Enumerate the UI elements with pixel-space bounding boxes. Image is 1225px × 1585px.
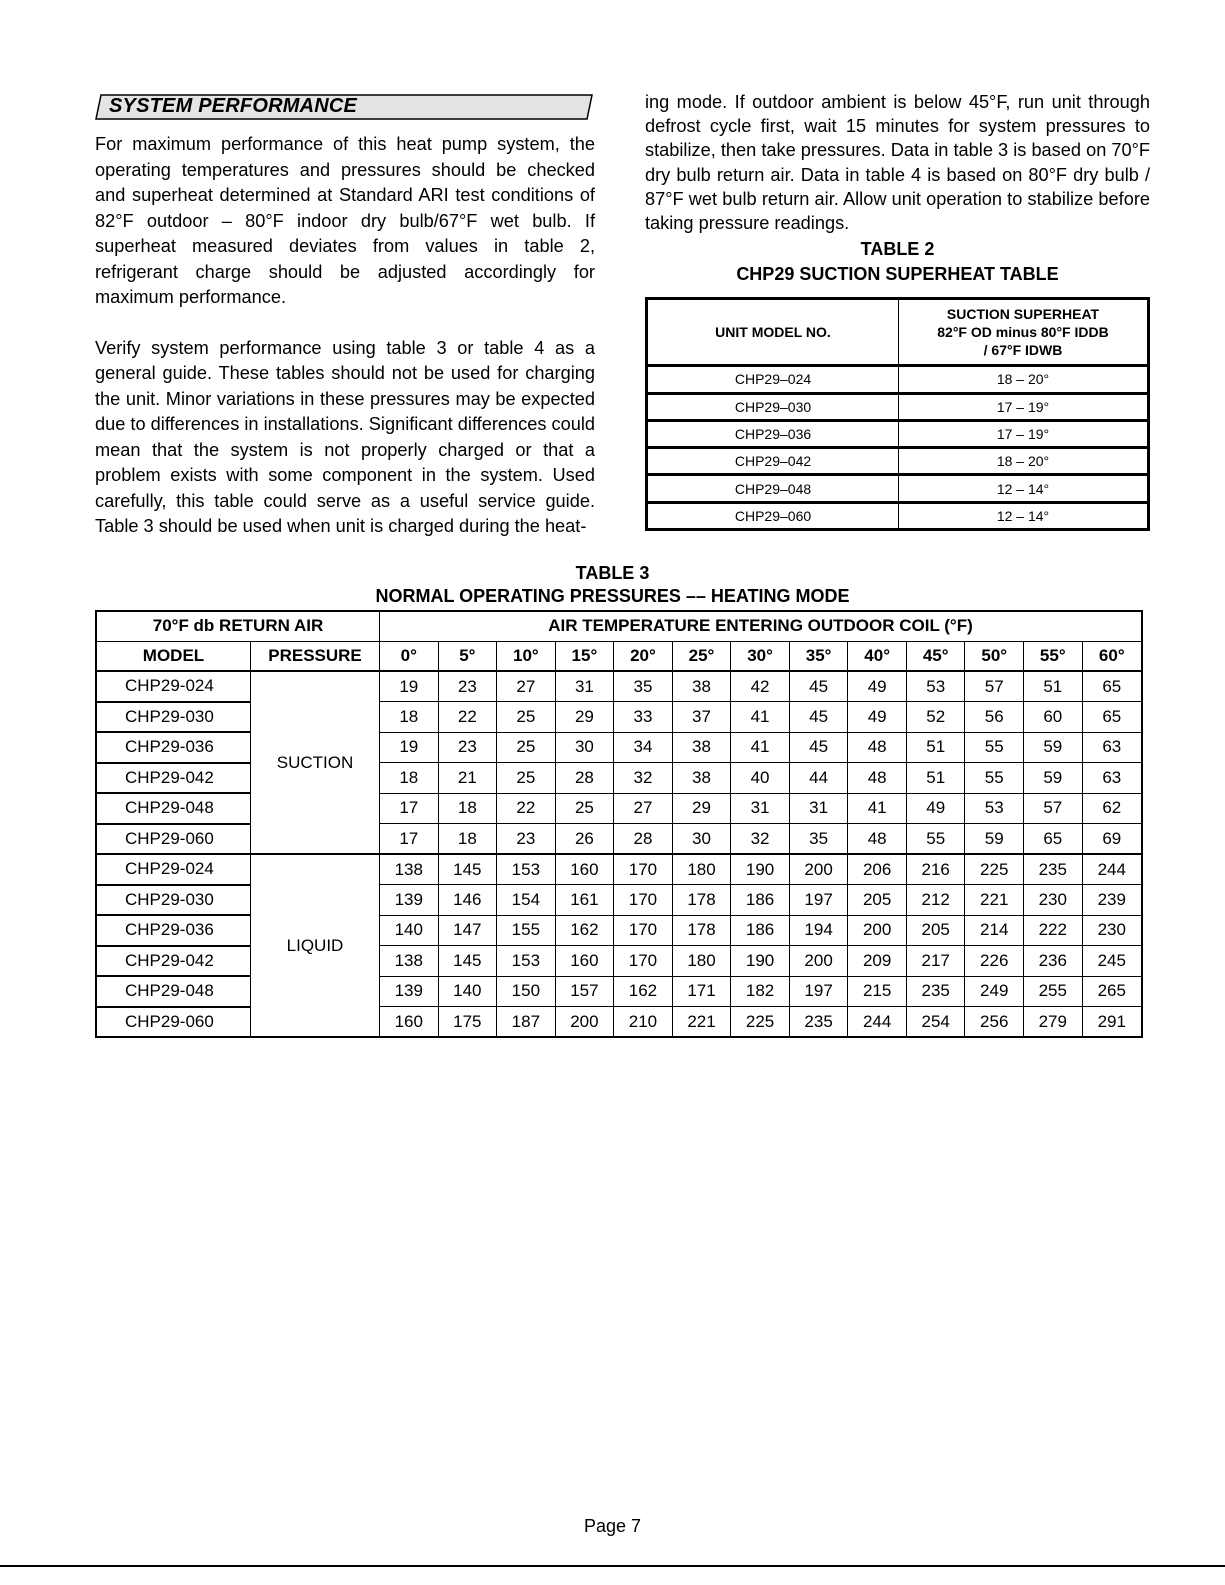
pressure-value-cell: 209 <box>848 946 907 977</box>
table2-title-line1: TABLE 2 <box>860 239 935 260</box>
pressure-value-cell: 57 <box>1024 793 1083 824</box>
pressure-value-cell: 180 <box>672 946 731 977</box>
pressure-value-cell: 217 <box>906 946 965 977</box>
pressure-value-cell: 23 <box>497 824 556 855</box>
pressure-value-cell: 206 <box>848 854 907 885</box>
model-cell: CHP29–036 <box>647 420 899 447</box>
pressure-value-cell: 160 <box>555 946 614 977</box>
pressure-value-cell: 49 <box>848 671 907 702</box>
table3-title-line2: NORMAL OPERATING PRESSURES –– HEATING MODE <box>375 586 850 606</box>
pressure-value-cell: 171 <box>672 976 731 1007</box>
table2-header-model: UNIT MODEL NO. <box>647 299 899 366</box>
temp-header: 20° <box>614 641 673 671</box>
paragraph-2: Verify system performance using table 3 or table 4 as a general guide. These tables should not be used for charging the unit. Minor variations in these pressures may be expected due to differences in installations. Significant differences could mean that the system is not properly charged or that a problem exists with some component in the system. Used carefully, this table could serve as a useful service guide. Table 3 should be used when unit is charged during the heat- <box>95 337 595 536</box>
pressure-value-cell: 186 <box>731 915 790 946</box>
pressure-value-cell: 41 <box>848 793 907 824</box>
table2-header-superheat-3: / 67°F IDWB <box>983 342 1063 359</box>
table-row <box>647 420 1149 447</box>
pressure-value-cell: 26 <box>555 824 614 855</box>
pressure-value-cell: 216 <box>906 854 965 885</box>
pressure-value-cell: 18 <box>380 702 439 733</box>
pressure-value-cell: 291 <box>1082 1007 1142 1038</box>
pressure-value-cell: 255 <box>1024 976 1083 1007</box>
superheat-cell: 17 – 19° <box>899 420 1149 447</box>
air-temp-header: AIR TEMPERATURE ENTERING OUTDOOR COIL (°F) <box>380 611 1143 641</box>
table-row <box>647 475 1149 502</box>
pressure-value-cell: 25 <box>555 793 614 824</box>
superheat-cell: 12 – 14° <box>899 475 1149 502</box>
pressure-value-cell: 63 <box>1082 732 1142 763</box>
pressure-value-cell: 225 <box>731 1007 790 1038</box>
pressure-value-cell: 55 <box>965 732 1024 763</box>
pressure-value-cell: 154 <box>497 885 556 916</box>
section-heading <box>95 94 595 120</box>
table3-title <box>0 562 1225 608</box>
pressure-value-cell: 230 <box>1082 915 1142 946</box>
pressure-value-cell: 23 <box>438 732 497 763</box>
pressure-value-cell: 153 <box>497 946 556 977</box>
pressure-value-cell: 31 <box>731 793 790 824</box>
pressure-value-cell: 145 <box>438 854 497 885</box>
pressure-value-cell: 17 <box>380 793 439 824</box>
pressure-value-cell: 239 <box>1082 885 1142 916</box>
table-row <box>647 366 1149 393</box>
table-row <box>647 502 1149 529</box>
pressure-value-cell: 244 <box>848 1007 907 1038</box>
pressure-value-cell: 205 <box>906 915 965 946</box>
table-row <box>647 448 1149 475</box>
pressure-value-cell: 55 <box>965 763 1024 794</box>
pressure-value-cell: 45 <box>789 702 848 733</box>
pressure-column-header: PRESSURE <box>251 641 380 671</box>
pressure-value-cell: 200 <box>848 915 907 946</box>
pressure-value-cell: 225 <box>965 854 1024 885</box>
pressure-value-cell: 235 <box>1024 854 1083 885</box>
pressure-value-cell: 42 <box>731 671 790 702</box>
pressure-value-cell: 197 <box>789 885 848 916</box>
pressure-value-cell: 35 <box>614 671 673 702</box>
pressure-value-cell: 175 <box>438 1007 497 1038</box>
pressure-value-cell: 59 <box>965 824 1024 855</box>
model-cell: CHP29-036 <box>96 915 251 946</box>
pressure-value-cell: 25 <box>497 702 556 733</box>
pressure-value-cell: 60 <box>1024 702 1083 733</box>
pressure-value-cell: 245 <box>1082 946 1142 977</box>
pressure-value-cell: 51 <box>906 763 965 794</box>
model-cell: CHP29-024 <box>96 854 251 885</box>
table2-title <box>645 237 1150 287</box>
table2-body <box>647 366 1149 530</box>
pressure-value-cell: 256 <box>965 1007 1024 1038</box>
pressure-value-cell: 18 <box>438 824 497 855</box>
pressure-value-cell: 279 <box>1024 1007 1083 1038</box>
pressure-value-cell: 56 <box>965 702 1024 733</box>
pressure-value-cell: 55 <box>906 824 965 855</box>
model-cell: CHP29-048 <box>96 793 251 824</box>
temp-header: 5° <box>438 641 497 671</box>
pressure-value-cell: 48 <box>848 732 907 763</box>
table-row <box>96 671 1142 702</box>
pressure-value-cell: 212 <box>906 885 965 916</box>
pressure-value-cell: 19 <box>380 732 439 763</box>
table3-body <box>96 671 1142 1037</box>
superheat-cell: 12 – 14° <box>899 502 1149 529</box>
model-cell: CHP29-042 <box>96 946 251 977</box>
pressure-value-cell: 33 <box>614 702 673 733</box>
pressure-value-cell: 186 <box>731 885 790 916</box>
model-cell: CHP29-030 <box>96 885 251 916</box>
pressure-value-cell: 37 <box>672 702 731 733</box>
temp-header: 40° <box>848 641 907 671</box>
bottom-rule <box>0 1565 1225 1567</box>
pressure-value-cell: 147 <box>438 915 497 946</box>
pressure-value-cell: 53 <box>965 793 1024 824</box>
temp-header: 60° <box>1082 641 1142 671</box>
model-cell: CHP29–024 <box>647 366 899 393</box>
pressure-value-cell: 190 <box>731 854 790 885</box>
pressure-value-cell: 31 <box>555 671 614 702</box>
right-column <box>645 90 1150 531</box>
pressure-value-cell: 65 <box>1082 671 1142 702</box>
model-cell: CHP29-048 <box>96 976 251 1007</box>
pressure-value-cell: 48 <box>848 824 907 855</box>
model-cell: CHP29-030 <box>96 702 251 733</box>
pressure-value-cell: 170 <box>614 854 673 885</box>
pressure-value-cell: 35 <box>789 824 848 855</box>
paragraph-3: ing mode. If outdoor ambient is below 45°F, run unit through defrost cycle first, wait 15 minutes for system pressures to stabilize, then take pressures. Data in table 3 is based on 70°F dry bulb return air. Data in table 4 is based on 80°F dry bulb / 87°F wet bulb return air. Allow unit operation to stabilize before taking pressure readings. <box>645 92 1150 234</box>
pressure-value-cell: 139 <box>380 885 439 916</box>
pressure-value-cell: 200 <box>555 1007 614 1038</box>
pressure-value-cell: 51 <box>906 732 965 763</box>
pressure-value-cell: 18 <box>380 763 439 794</box>
pressure-value-cell: 221 <box>672 1007 731 1038</box>
pressure-value-cell: 230 <box>1024 885 1083 916</box>
pressure-value-cell: 30 <box>672 824 731 855</box>
pressure-value-cell: 139 <box>380 976 439 1007</box>
model-cell: CHP29-024 <box>96 671 251 702</box>
superheat-cell: 18 – 20° <box>899 366 1149 393</box>
pressure-value-cell: 25 <box>497 732 556 763</box>
pressure-value-cell: 28 <box>555 763 614 794</box>
pressure-value-cell: 22 <box>497 793 556 824</box>
pressure-value-cell: 214 <box>965 915 1024 946</box>
pressure-value-cell: 65 <box>1082 702 1142 733</box>
pressure-value-cell: 170 <box>614 915 673 946</box>
pressure-value-cell: 160 <box>555 854 614 885</box>
pressure-value-cell: 178 <box>672 915 731 946</box>
pressure-value-cell: 146 <box>438 885 497 916</box>
pressure-value-cell: 157 <box>555 976 614 1007</box>
pressure-value-cell: 222 <box>1024 915 1083 946</box>
pressure-value-cell: 23 <box>438 671 497 702</box>
pressure-value-cell: 150 <box>497 976 556 1007</box>
pressure-value-cell: 19 <box>380 671 439 702</box>
pressure-value-cell: 236 <box>1024 946 1083 977</box>
pressure-value-cell: 53 <box>906 671 965 702</box>
left-column <box>95 94 595 540</box>
model-cell: CHP29-042 <box>96 763 251 794</box>
pressure-value-cell: 41 <box>731 732 790 763</box>
pressure-value-cell: 22 <box>438 702 497 733</box>
pressure-value-cell: 160 <box>380 1007 439 1038</box>
pressure-value-cell: 197 <box>789 976 848 1007</box>
superheat-table <box>645 297 1150 531</box>
model-cell: CHP29-060 <box>96 824 251 855</box>
pressure-value-cell: 235 <box>906 976 965 1007</box>
pressure-value-cell: 153 <box>497 854 556 885</box>
pressure-value-cell: 235 <box>789 1007 848 1038</box>
pressure-value-cell: 140 <box>438 976 497 1007</box>
table-row <box>647 393 1149 420</box>
pressure-value-cell: 18 <box>438 793 497 824</box>
pressure-value-cell: 215 <box>848 976 907 1007</box>
pressure-value-cell: 45 <box>789 671 848 702</box>
pressure-value-cell: 155 <box>497 915 556 946</box>
pressure-value-cell: 65 <box>1024 824 1083 855</box>
pressure-value-cell: 48 <box>848 763 907 794</box>
pressure-value-cell: 190 <box>731 946 790 977</box>
temp-header: 0° <box>380 641 439 671</box>
pressure-value-cell: 32 <box>614 763 673 794</box>
pressure-value-cell: 145 <box>438 946 497 977</box>
temp-header: 10° <box>497 641 556 671</box>
pressure-value-cell: 161 <box>555 885 614 916</box>
pressure-value-cell: 170 <box>614 946 673 977</box>
return-air-header: 70°F db RETURN AIR <box>96 611 380 641</box>
pressure-value-cell: 30 <box>555 732 614 763</box>
pressure-value-cell: 40 <box>731 763 790 794</box>
model-cell: CHP29–060 <box>647 502 899 529</box>
pressure-value-cell: 138 <box>380 854 439 885</box>
page-number: Page 7 <box>583 1516 642 1536</box>
pressure-value-cell: 44 <box>789 763 848 794</box>
model-column-header: MODEL <box>96 641 251 671</box>
model-cell: CHP29–030 <box>647 393 899 420</box>
temp-header: 15° <box>555 641 614 671</box>
pressure-value-cell: 162 <box>555 915 614 946</box>
pressure-group-label: SUCTION <box>251 671 380 854</box>
pressure-value-cell: 244 <box>1082 854 1142 885</box>
pressure-value-cell: 62 <box>1082 793 1142 824</box>
temp-header: 30° <box>731 641 790 671</box>
pressure-value-cell: 200 <box>789 946 848 977</box>
pressure-value-cell: 200 <box>789 854 848 885</box>
temp-header: 35° <box>789 641 848 671</box>
pressure-value-cell: 51 <box>1024 671 1083 702</box>
model-cell: CHP29-060 <box>96 1007 251 1038</box>
pressure-value-cell: 17 <box>380 824 439 855</box>
pressure-value-cell: 38 <box>672 732 731 763</box>
pressure-value-cell: 140 <box>380 915 439 946</box>
pressure-value-cell: 38 <box>672 671 731 702</box>
pressure-value-cell: 63 <box>1082 763 1142 794</box>
pressure-value-cell: 49 <box>848 702 907 733</box>
pressure-value-cell: 28 <box>614 824 673 855</box>
pressure-value-cell: 38 <box>672 763 731 794</box>
model-cell: CHP29–042 <box>647 448 899 475</box>
temp-header: 55° <box>1024 641 1083 671</box>
pressure-value-cell: 34 <box>614 732 673 763</box>
pressure-value-cell: 31 <box>789 793 848 824</box>
table-row <box>96 854 1142 885</box>
model-cell: CHP29-036 <box>96 732 251 763</box>
pressure-value-cell: 194 <box>789 915 848 946</box>
pressure-value-cell: 57 <box>965 671 1024 702</box>
pressure-value-cell: 41 <box>731 702 790 733</box>
pressure-value-cell: 178 <box>672 885 731 916</box>
pressure-value-cell: 249 <box>965 976 1024 1007</box>
pressure-value-cell: 59 <box>1024 763 1083 794</box>
pressure-value-cell: 49 <box>906 793 965 824</box>
pressure-value-cell: 162 <box>614 976 673 1007</box>
section-title: SYSTEM PERFORMANCE <box>109 95 358 117</box>
pressure-value-cell: 32 <box>731 824 790 855</box>
temp-header: 50° <box>965 641 1024 671</box>
pressure-value-cell: 205 <box>848 885 907 916</box>
pressure-value-cell: 187 <box>497 1007 556 1038</box>
pressure-value-cell: 265 <box>1082 976 1142 1007</box>
pressure-value-cell: 182 <box>731 976 790 1007</box>
pressure-table <box>95 610 1143 1038</box>
table3-title-line1: TABLE 3 <box>575 563 650 583</box>
pressure-value-cell: 27 <box>497 671 556 702</box>
paragraph-1: For maximum performance of this heat pump system, the operating temperatures and pressures should be checked and superheat determined at Standard ARI test conditions of 82°F outdoor – 80°F indoor dry bulb/67°F wet bulb. If superheat measured deviates from values in table 2, refrigerant charge should be adjusted accordingly for maximum performance. <box>95 134 595 307</box>
pressure-value-cell: 69 <box>1082 824 1142 855</box>
pressure-value-cell: 254 <box>906 1007 965 1038</box>
superheat-cell: 18 – 20° <box>899 448 1149 475</box>
pressure-value-cell: 138 <box>380 946 439 977</box>
pressure-value-cell: 221 <box>965 885 1024 916</box>
pressure-value-cell: 29 <box>672 793 731 824</box>
pressure-value-cell: 210 <box>614 1007 673 1038</box>
table2-header-superheat-1: SUCTION SUPERHEAT <box>946 306 1100 323</box>
table2-header-superheat-2: 82°F OD minus 80°F IDDB <box>937 324 1109 341</box>
pressure-value-cell: 21 <box>438 763 497 794</box>
pressure-value-cell: 226 <box>965 946 1024 977</box>
pressure-value-cell: 59 <box>1024 732 1083 763</box>
pressure-value-cell: 170 <box>614 885 673 916</box>
model-cell: CHP29–048 <box>647 475 899 502</box>
pressure-value-cell: 45 <box>789 732 848 763</box>
pressure-group-label: LIQUID <box>251 854 380 1037</box>
superheat-cell: 17 – 19° <box>899 393 1149 420</box>
temp-header: 45° <box>906 641 965 671</box>
pressure-value-cell: 27 <box>614 793 673 824</box>
pressure-value-cell: 25 <box>497 763 556 794</box>
table2-header-superheat <box>899 299 1149 366</box>
temp-header: 25° <box>672 641 731 671</box>
table2-title-line2: CHP29 SUCTION SUPERHEAT TABLE <box>736 264 1059 285</box>
pressure-value-cell: 180 <box>672 854 731 885</box>
pressure-value-cell: 52 <box>906 702 965 733</box>
pressure-value-cell: 29 <box>555 702 614 733</box>
